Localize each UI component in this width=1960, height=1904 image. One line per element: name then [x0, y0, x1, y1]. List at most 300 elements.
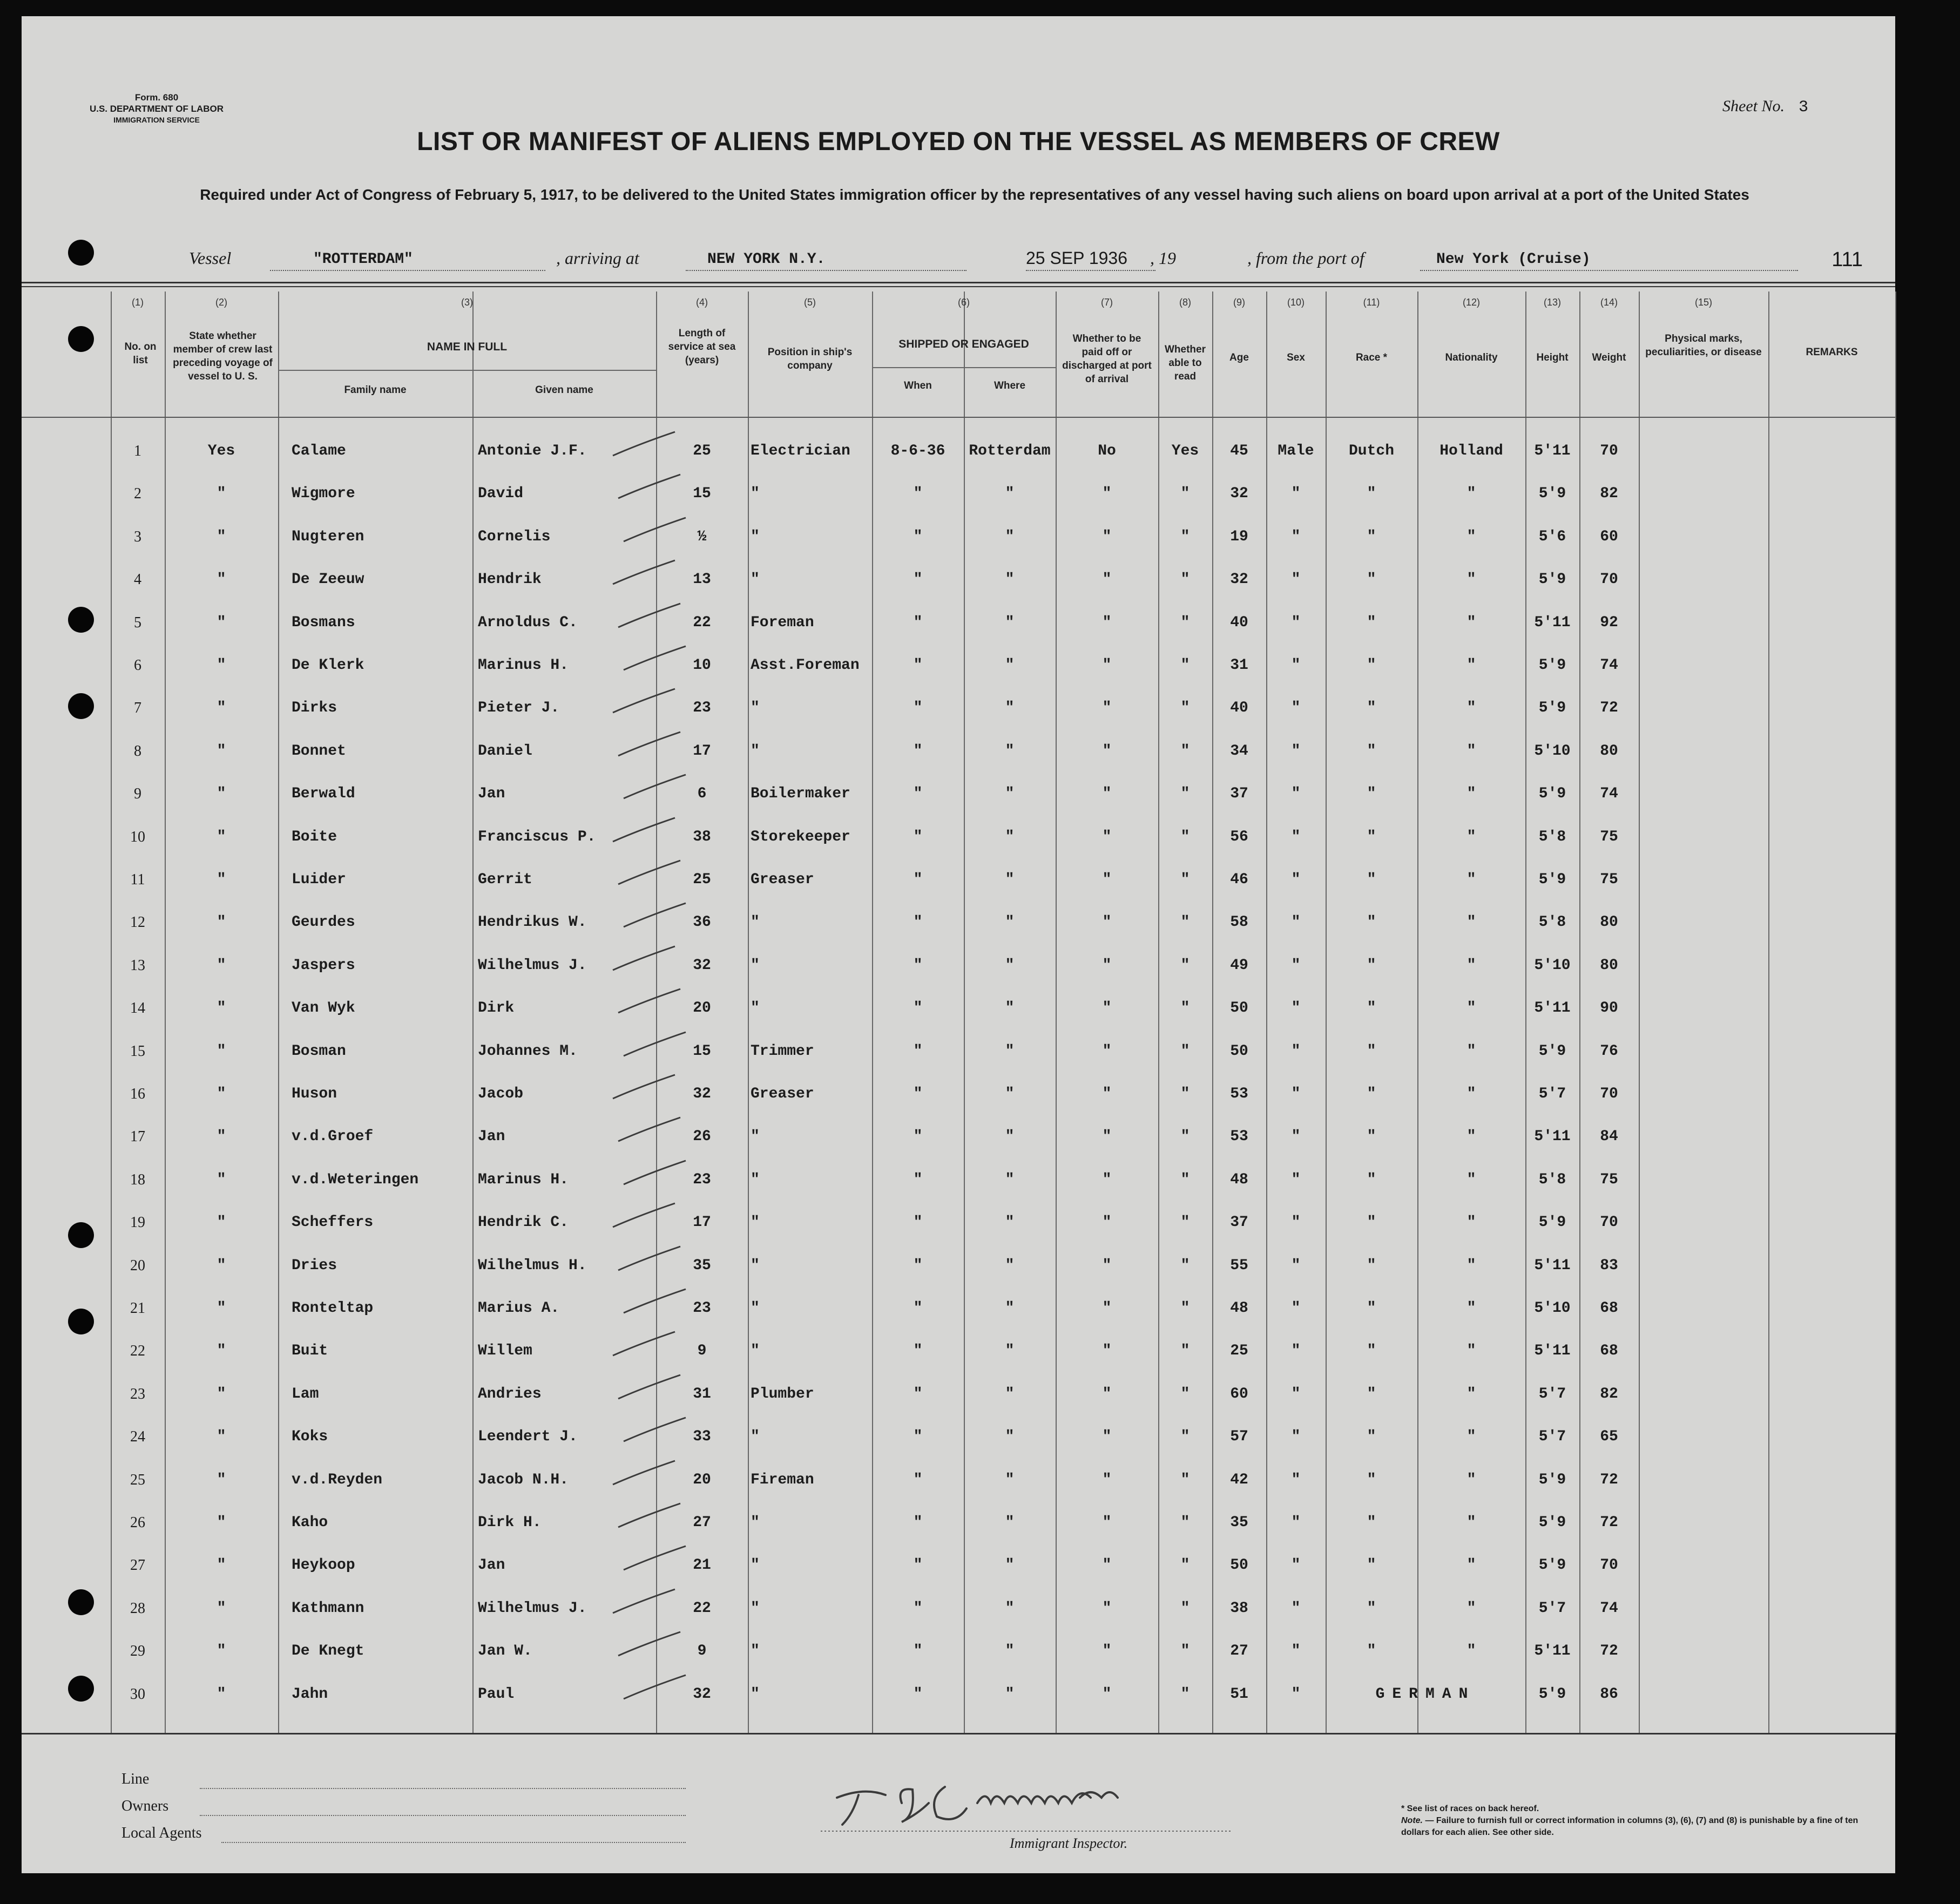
cell-given: Leendert J.	[478, 1428, 578, 1446]
cell-sex: "	[1291, 1557, 1301, 1574]
cell-weight: 80	[1600, 914, 1618, 931]
cell-family: Huson	[292, 1086, 337, 1102]
cell-read: "	[1180, 1343, 1190, 1360]
col-num-10: (10)	[1287, 297, 1305, 308]
cell-prev: "	[217, 700, 226, 717]
cell-service: 10	[693, 657, 711, 674]
cell-height: 5'9	[1538, 657, 1566, 674]
cell-given: Jan	[478, 1128, 505, 1146]
cell-family: Dirks	[292, 700, 337, 717]
cell-no: 20	[130, 1257, 145, 1274]
cell-given: Dirk H.	[478, 1514, 542, 1531]
cell-height: 5'10	[1534, 957, 1571, 974]
cell-where: "	[1005, 1214, 1015, 1231]
cell-age: 56	[1230, 828, 1248, 845]
cell-family: Jahn	[292, 1685, 328, 1703]
inspector-label: Immigrant Inspector.	[1010, 1835, 1128, 1851]
cell-family: v.d.Weteringen	[292, 1171, 419, 1188]
cell-paid: "	[1102, 1214, 1112, 1231]
cell-position: "	[751, 528, 760, 545]
cell-paid: "	[1102, 1428, 1112, 1446]
cell-paid: "	[1102, 614, 1112, 631]
cell-race: "	[1367, 1042, 1376, 1060]
cell-when: "	[913, 1514, 923, 1531]
cell-height: 5'9	[1538, 485, 1566, 503]
cell-age: 50	[1230, 1000, 1248, 1017]
cell-prev: "	[217, 1086, 226, 1102]
check-mark-icon	[618, 1671, 694, 1703]
hdr-where: Where	[993, 380, 1026, 391]
cell-sex: "	[1291, 657, 1301, 674]
cell-when: "	[913, 1214, 923, 1231]
header-bottom-rule	[22, 417, 1895, 418]
cell-prev: "	[217, 1214, 226, 1231]
sheet-number-value: 3	[1798, 98, 1808, 117]
cell-height: 5'11	[1534, 1000, 1571, 1017]
hdr-able-to-read: Whether able to read	[1165, 344, 1206, 382]
cell-weight: 72	[1600, 1643, 1618, 1660]
cell-when: "	[913, 828, 923, 845]
cell-height: 5'9	[1538, 871, 1566, 888]
cell-read: "	[1180, 657, 1190, 674]
check-mark-icon	[613, 728, 688, 760]
cell-position: Trimmer	[751, 1042, 814, 1060]
cell-position: "	[751, 485, 760, 503]
cell-family: Buit	[292, 1343, 328, 1360]
hdr-family-name: Family name	[344, 384, 407, 396]
cell-read: "	[1180, 1385, 1190, 1402]
cell-family: Van Wyk	[292, 1000, 355, 1017]
hdr-name-in-full: NAME IN FULL	[427, 341, 508, 353]
cell-position: "	[751, 1685, 760, 1703]
date-stamp: 25 SEP 1936	[1026, 248, 1128, 268]
cell-service: 21	[693, 1557, 711, 1574]
cell-race: "	[1367, 485, 1376, 503]
cell-age: 37	[1230, 785, 1248, 803]
cell-when: "	[913, 485, 923, 503]
cell-nationality: "	[1466, 1300, 1476, 1317]
header-sub-rule	[278, 370, 656, 371]
cell-age: 55	[1230, 1257, 1248, 1274]
cell-weight: 74	[1600, 657, 1618, 674]
cell-weight: 72	[1600, 1514, 1618, 1531]
cell-height: 5'8	[1538, 914, 1566, 931]
cell-age: 53	[1230, 1128, 1248, 1146]
cell-prev: "	[217, 1300, 226, 1317]
cell-height: 5'9	[1538, 1514, 1566, 1531]
col-num-6: (6)	[958, 297, 970, 308]
cell-service: 17	[693, 1214, 711, 1231]
check-mark-icon	[613, 856, 688, 889]
cell-prev: "	[217, 828, 226, 845]
cell-where: Rotterdam	[969, 443, 1051, 459]
cell-sex: "	[1291, 700, 1301, 717]
cell-sex: "	[1291, 614, 1301, 631]
check-mark-icon	[618, 1028, 694, 1060]
cell-given: Wilhelmus J.	[478, 957, 587, 974]
cell-weight: 70	[1600, 443, 1618, 459]
hdr-length-of-service: Length of service at sea (years)	[668, 328, 736, 366]
cell-given: Arnoldus C.	[478, 614, 578, 631]
cell-when: "	[913, 614, 923, 631]
cell-age: 27	[1230, 1643, 1248, 1660]
col-num-15: (15)	[1694, 297, 1712, 308]
column-divider	[1525, 292, 1526, 1733]
cell-prev: "	[217, 1685, 226, 1703]
cell-sex: "	[1291, 785, 1301, 803]
page-title: LIST OR MANIFEST OF ALIENS EMPLOYED ON THE VESSEL AS MEMBERS OF CREW	[417, 127, 1500, 156]
cell-paid: "	[1102, 1042, 1112, 1060]
cell-when: "	[913, 742, 923, 760]
cell-where: "	[1005, 485, 1015, 503]
year-label: , 19	[1150, 248, 1176, 268]
cell-paid: "	[1102, 1685, 1112, 1703]
cell-service: 6	[697, 785, 707, 803]
cell-paid: "	[1102, 871, 1112, 888]
cell-height: 5'11	[1534, 614, 1571, 631]
cell-family: Bosmans	[292, 614, 355, 631]
cell-paid: "	[1102, 1471, 1112, 1488]
cell-family: Kaho	[292, 1514, 328, 1531]
cell-read: "	[1180, 700, 1190, 717]
line-underline	[200, 1788, 686, 1789]
cell-no: 3	[134, 528, 141, 545]
cell-paid: "	[1102, 1086, 1112, 1102]
cell-where: "	[1005, 1343, 1015, 1360]
cell-when: "	[913, 528, 923, 545]
cell-read: "	[1180, 871, 1190, 888]
cell-age: 45	[1230, 443, 1248, 459]
cell-prev: "	[217, 571, 226, 588]
cell-no: 2	[134, 485, 141, 503]
cell-where: "	[1005, 1042, 1015, 1060]
cell-read: "	[1180, 785, 1190, 803]
cell-where: "	[1005, 1300, 1015, 1317]
cell-no: 5	[134, 614, 141, 631]
cell-prev: "	[217, 485, 226, 503]
cell-no: 27	[130, 1557, 145, 1574]
cell-sex: "	[1291, 1300, 1301, 1317]
cell-paid: "	[1102, 1514, 1112, 1531]
cell-no: 1	[134, 443, 141, 459]
cell-position: "	[751, 571, 760, 588]
cell-nationality: "	[1466, 1171, 1476, 1188]
cell-given: Dirk	[478, 1000, 515, 1017]
cell-race: "	[1367, 1300, 1376, 1317]
cell-where: "	[1005, 1000, 1015, 1017]
binder-hole	[68, 1589, 94, 1615]
cell-race: "	[1367, 1171, 1376, 1188]
cell-given: Jacob N.H.	[478, 1471, 569, 1488]
cell-nationality: "	[1466, 485, 1476, 503]
cell-prev: "	[217, 1514, 226, 1531]
cell-position: Foreman	[751, 614, 814, 631]
cell-where: "	[1005, 657, 1015, 674]
cell-paid: "	[1102, 1300, 1112, 1317]
cell-position: "	[751, 914, 760, 931]
cell-weight: 90	[1600, 1000, 1618, 1017]
cell-given: Hendrikus W.	[478, 914, 587, 931]
check-mark-icon	[607, 1199, 683, 1231]
cell-where: "	[1005, 1257, 1015, 1274]
cell-height: 5'6	[1538, 528, 1566, 545]
cell-prev: "	[217, 1643, 226, 1660]
cell-when: "	[913, 1385, 923, 1402]
cell-when: "	[913, 871, 923, 888]
cell-paid: "	[1102, 1000, 1112, 1017]
cell-race: "	[1367, 528, 1376, 545]
cell-height: 5'11	[1534, 443, 1571, 459]
cell-prev: "	[217, 1600, 226, 1617]
check-mark-icon	[618, 899, 694, 931]
cell-no: 15	[130, 1042, 145, 1060]
cell-when: "	[913, 1171, 923, 1188]
cell-prev: "	[217, 1171, 226, 1188]
check-mark-icon	[607, 1585, 683, 1617]
cell-prev: "	[217, 1385, 226, 1402]
cell-paid: "	[1102, 1343, 1112, 1360]
cell-prev: "	[217, 742, 226, 760]
cell-height: 5'9	[1538, 1685, 1566, 1703]
cell-paid: "	[1102, 1257, 1112, 1274]
cell-family: Berwald	[292, 785, 355, 803]
col-num-12: (12)	[1462, 297, 1480, 308]
cell-service: 15	[693, 1042, 711, 1060]
check-mark-icon	[618, 1156, 694, 1189]
check-mark-icon	[607, 942, 683, 974]
cell-when: "	[913, 1042, 923, 1060]
check-mark-icon	[613, 985, 688, 1017]
cell-nationality: "	[1466, 1000, 1476, 1017]
cell-no: 26	[130, 1514, 145, 1531]
cell-service: 22	[693, 614, 711, 631]
cell-position: "	[751, 1557, 760, 1574]
cell-nationality: "	[1466, 785, 1476, 803]
cell-service: ½	[697, 528, 707, 545]
cell-nationality: "	[1466, 1042, 1476, 1060]
cell-when: "	[913, 571, 923, 588]
cell-no: 13	[130, 957, 145, 974]
cell-service: 33	[693, 1428, 711, 1446]
cell-where: "	[1005, 785, 1015, 803]
hdr-physical-marks: Physical marks, peculiarities, or disease	[1645, 333, 1762, 358]
cell-height: 5'9	[1538, 1557, 1566, 1574]
cell-when: "	[913, 1428, 923, 1446]
cell-nationality: "	[1466, 742, 1476, 760]
cell-sex: "	[1291, 1685, 1301, 1703]
cell-read: "	[1180, 614, 1190, 631]
column-divider	[278, 292, 279, 1733]
cell-sex: "	[1291, 1428, 1301, 1446]
cell-sex: "	[1291, 828, 1301, 845]
cell-age: 57	[1230, 1428, 1248, 1446]
column-divider	[1417, 292, 1418, 1733]
cell-where: "	[1005, 1128, 1015, 1146]
cell-read: "	[1180, 1557, 1190, 1574]
cell-nationality: "	[1466, 1257, 1476, 1274]
binder-hole	[68, 607, 94, 633]
cell-no: 6	[134, 657, 141, 674]
cell-family: Scheffers	[292, 1214, 374, 1231]
cell-given: Marius A.	[478, 1300, 560, 1317]
cell-race: "	[1367, 657, 1376, 674]
hdr-race: Race *	[1355, 352, 1388, 363]
cell-service: 20	[693, 1000, 711, 1017]
cell-paid: "	[1102, 1128, 1112, 1146]
cell-read: "	[1180, 1257, 1190, 1274]
binder-hole	[68, 693, 94, 719]
cell-read: "	[1180, 1042, 1190, 1060]
cell-when: "	[913, 914, 923, 931]
cell-race: "	[1367, 1257, 1376, 1274]
cell-position: Greaser	[751, 871, 814, 888]
cell-where: "	[1005, 871, 1015, 888]
cell-family: Kathmann	[292, 1600, 364, 1617]
cell-nationality: "	[1466, 1128, 1476, 1146]
hdr-given-name: Given name	[535, 384, 593, 396]
cell-when: "	[913, 1471, 923, 1488]
cell-race: "	[1367, 1514, 1376, 1531]
cell-prev: "	[217, 1428, 226, 1446]
cell-age: 32	[1230, 485, 1248, 503]
col-num-1: (1)	[132, 297, 144, 308]
col-num-13: (13)	[1543, 297, 1561, 308]
cell-weight: 75	[1600, 828, 1618, 845]
cell-read: "	[1180, 1685, 1190, 1703]
owners-underline	[200, 1815, 686, 1816]
binder-hole	[68, 326, 94, 352]
check-mark-icon	[607, 556, 683, 588]
check-mark-icon	[613, 1499, 688, 1532]
cell-nationality: "	[1466, 1343, 1476, 1360]
cell-read: "	[1180, 1300, 1190, 1317]
hdr-paid-off: Whether to be paid off or discharged at port of arrival	[1062, 333, 1152, 385]
cell-family: Bosman	[292, 1042, 346, 1060]
cell-nationality: "	[1466, 1514, 1476, 1531]
cell-sex: "	[1291, 1214, 1301, 1231]
cell-service: 13	[693, 571, 711, 588]
cell-position: "	[751, 1257, 760, 1274]
cell-sex: "	[1291, 1385, 1301, 1402]
cell-position: "	[751, 1343, 760, 1360]
cell-no: 30	[130, 1685, 145, 1703]
cell-service: 25	[693, 443, 711, 459]
cell-weight: 84	[1600, 1128, 1618, 1146]
cell-given: Daniel	[478, 742, 532, 760]
cell-race: GERMAN	[1375, 1685, 1476, 1703]
cell-nationality: Holland	[1439, 443, 1503, 459]
cell-race: "	[1367, 871, 1376, 888]
cell-weight: 70	[1600, 1557, 1618, 1574]
cell-position: "	[751, 1514, 760, 1531]
cell-paid: "	[1102, 1385, 1112, 1402]
cell-height: 5'11	[1534, 1343, 1571, 1360]
cell-age: 31	[1230, 657, 1248, 674]
cell-where: "	[1005, 1685, 1015, 1703]
cell-weight: 65	[1600, 1428, 1618, 1446]
cell-where: "	[1005, 528, 1015, 545]
hdr-height: Height	[1536, 352, 1569, 363]
hdr-position: Position in ship's company	[767, 347, 853, 371]
cell-prev: "	[217, 1042, 226, 1060]
cell-given: Wilhelmus H.	[478, 1257, 587, 1274]
cell-read: "	[1180, 571, 1190, 588]
check-mark-icon	[613, 1371, 688, 1403]
column-divider	[1768, 292, 1769, 1733]
cell-given: Marinus H.	[478, 1171, 569, 1188]
cell-race: "	[1367, 957, 1376, 974]
cell-when: "	[913, 1643, 923, 1660]
cell-family: Luider	[292, 871, 346, 888]
col-num-8: (8)	[1179, 297, 1191, 308]
col-num-14: (14)	[1600, 297, 1618, 308]
cell-race: "	[1367, 1214, 1376, 1231]
cell-age: 38	[1230, 1600, 1248, 1617]
from-port: New York (Cruise)	[1436, 251, 1591, 268]
cell-paid: "	[1102, 1557, 1112, 1574]
cell-position: "	[751, 700, 760, 717]
cell-age: 25	[1230, 1343, 1248, 1360]
form-number: Form. 680	[134, 92, 179, 103]
cell-read: Yes	[1171, 443, 1199, 459]
cell-height: 5'9	[1538, 1471, 1566, 1488]
hdr-shipped-engaged: SHIPPED OR ENGAGED	[898, 338, 1029, 350]
cell-paid: "	[1102, 485, 1112, 503]
cell-race: "	[1367, 571, 1376, 588]
department-name: U.S. DEPARTMENT OF LABOR	[89, 104, 224, 114]
cell-family: Jaspers	[292, 957, 355, 974]
cell-weight: 74	[1600, 1600, 1618, 1617]
check-mark-icon	[613, 470, 688, 503]
cell-read: "	[1180, 957, 1190, 974]
cell-family: Nugteren	[292, 528, 364, 545]
cell-sex: "	[1291, 485, 1301, 503]
binder-hole	[68, 240, 94, 266]
cell-read: "	[1180, 1214, 1190, 1231]
cell-prev: Yes	[207, 443, 235, 459]
cell-race: Dutch	[1348, 443, 1394, 459]
cell-nationality: "	[1466, 1086, 1476, 1102]
cell-weight: 74	[1600, 785, 1618, 803]
cell-position: Greaser	[751, 1086, 814, 1102]
cell-position: "	[751, 957, 760, 974]
cell-where: "	[1005, 571, 1015, 588]
cell-height: 5'9	[1538, 571, 1566, 588]
cell-nationality: "	[1466, 1643, 1476, 1660]
fine-note	[1401, 1815, 1866, 1839]
cell-sex: "	[1291, 1000, 1301, 1017]
cell-position: Boilermaker	[751, 785, 850, 803]
cell-nationality: "	[1466, 828, 1476, 845]
cell-prev: "	[217, 1343, 226, 1360]
column-divider	[1579, 292, 1580, 1733]
cell-weight: 72	[1600, 700, 1618, 717]
note-label: Note.	[1401, 1816, 1423, 1825]
cell-where: "	[1005, 828, 1015, 845]
cell-given: Jan W.	[478, 1643, 532, 1660]
cell-when: "	[913, 1557, 923, 1574]
cell-service: 15	[693, 485, 711, 503]
cell-read: "	[1180, 1428, 1190, 1446]
cell-given: Andries	[478, 1385, 542, 1402]
cell-no: 19	[130, 1214, 145, 1231]
cell-sex: "	[1291, 871, 1301, 888]
cell-age: 58	[1230, 914, 1248, 931]
cell-when: "	[913, 1000, 923, 1017]
cell-height: 5'9	[1538, 785, 1566, 803]
cell-weight: 70	[1600, 571, 1618, 588]
cell-race: "	[1367, 1600, 1376, 1617]
